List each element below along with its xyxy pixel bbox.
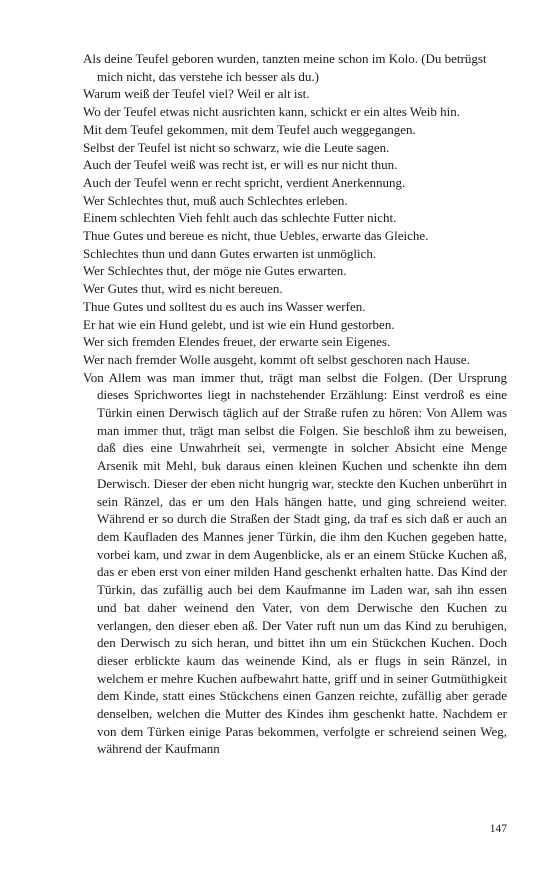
proverb-entry: Als deine Teufel geboren wurden, tanzten meine schon im Kolo. (Du betrügst mich nicht, das verstehe ich besser als du.) <box>83 51 487 84</box>
proverb-entry: Er hat wie ein Hund gelebt, und ist wie ein Hund gestorben. <box>83 316 395 332</box>
proverb-entry-with-story: Von Allem was man immer thut, trägt man selbst die Folgen. (Der Ursprung dieses Sprichwortes liegt in nachstehender Erzählung: Einst verdroß es eine Türkin einen Derwisch täglich auf der Straße rufen zu hören: Von Allem was man immer thut, trägt man selbst die Folgen. Sie beschloß ihm zu beweisen, daß dies eine Unwahrheit sei, vermengte in solcher Absicht eine Menge Arsenik mit Mehl, buk daraus einen kleinen Kuchen und schenkte ihn dem Derwisch. Dieser der eben nicht hungrig war, steckte den Kuchen unberührt in sein Ränzel, das er um den Hals hängen hatte, und ging schreiend weiter. Während er so durch die Straßen der Stadt ging, da traf es sich daß er auch an dem Kaufladen des Mannes jener Türkin, die ihm den Kuchen gegeben hatte, vorbei kam, und zwar in dem Augenblicke, als er an einem Stücke Kuchen aß, das er eben erst von einer milden Hand geschenkt erhalten hatte. Das Kind der Türkin, das zufällig auch bei dem Kaufmanne im Laden war, sah ihn essen und bat daher weinend den Vater, von dem Derwische den Kuchen zu verlangen, den dieser eben aß. Der Vater ruft nun um das Kind zu beruhigen, den Derwisch zu sich heran, und bittet ihn um ein Stückchen Kuchen. Doch dieser erblickte kaum das weinende Kind, als er flugs in sein Ränzel, in welchem er mehre Kuchen aufbewahrt hatte, griff und in seiner Gutmüthigkeit dem Kinde, statt eines Stückchens einen Ganzen reichte, zufällig aber gerade denselben, welchen die Mutter des Kindes ihm geschenkt hatte. Nachdem er von dem Türken einige Paras bekommen, verfolgte er schreiend seinen Weg, während der Kaufmann <box>83 369 507 757</box>
proverb-entry: Wer Schlechtes thut, muß auch Schlechtes erleben. <box>83 192 348 208</box>
proverb-entry: Wer Gutes thut, wird es nicht bereuen. <box>83 281 283 297</box>
proverb-entry: Wo der Teufel etwas nicht ausrichten kann, schickt er ein altes Weib hin. <box>83 104 461 120</box>
proverb-list <box>83 50 507 758</box>
proverb-entry: Selbst der Teufel ist nicht so schwarz, wie die Leute sagen. <box>83 139 390 155</box>
proverb-entry: Mit dem Teufel gekommen, mit dem Teufel auch weggegangen. <box>83 121 416 137</box>
page-number: 147 <box>489 823 507 835</box>
proverb-entry: Auch der Teufel weiß was recht ist, er will es nur nicht thun. <box>83 157 398 173</box>
proverb-entry: Wer nach fremder Wolle ausgeht, kommt oft selbst geschoren nach Hause. <box>83 351 470 367</box>
proverb-entry: Thue Gutes und bereue es nicht, thue Uebles, erwarte das Gleiche. <box>83 228 429 244</box>
proverb-entry: Einem schlechten Vieh fehlt auch das schlechte Futter nicht. <box>83 210 397 226</box>
proverb-entry: Wer sich fremden Elendes freuet, der erwarte sein Eigenes. <box>83 334 391 350</box>
proverb-entry: Schlechtes thun und dann Gutes erwarten ist unmöglich. <box>83 245 377 261</box>
proverb-entry: Auch der Teufel wenn er recht spricht, verdient Anerkennung. <box>83 174 406 190</box>
proverb-entry: Wer Schlechtes thut, der möge nie Gutes erwarten. <box>83 263 347 279</box>
proverb-entry: Warum weiß der Teufel viel? Weil er alt ist. <box>83 86 310 102</box>
proverb-entry: Thue Gutes und solltest du es auch ins Wasser werfen. <box>83 298 366 314</box>
